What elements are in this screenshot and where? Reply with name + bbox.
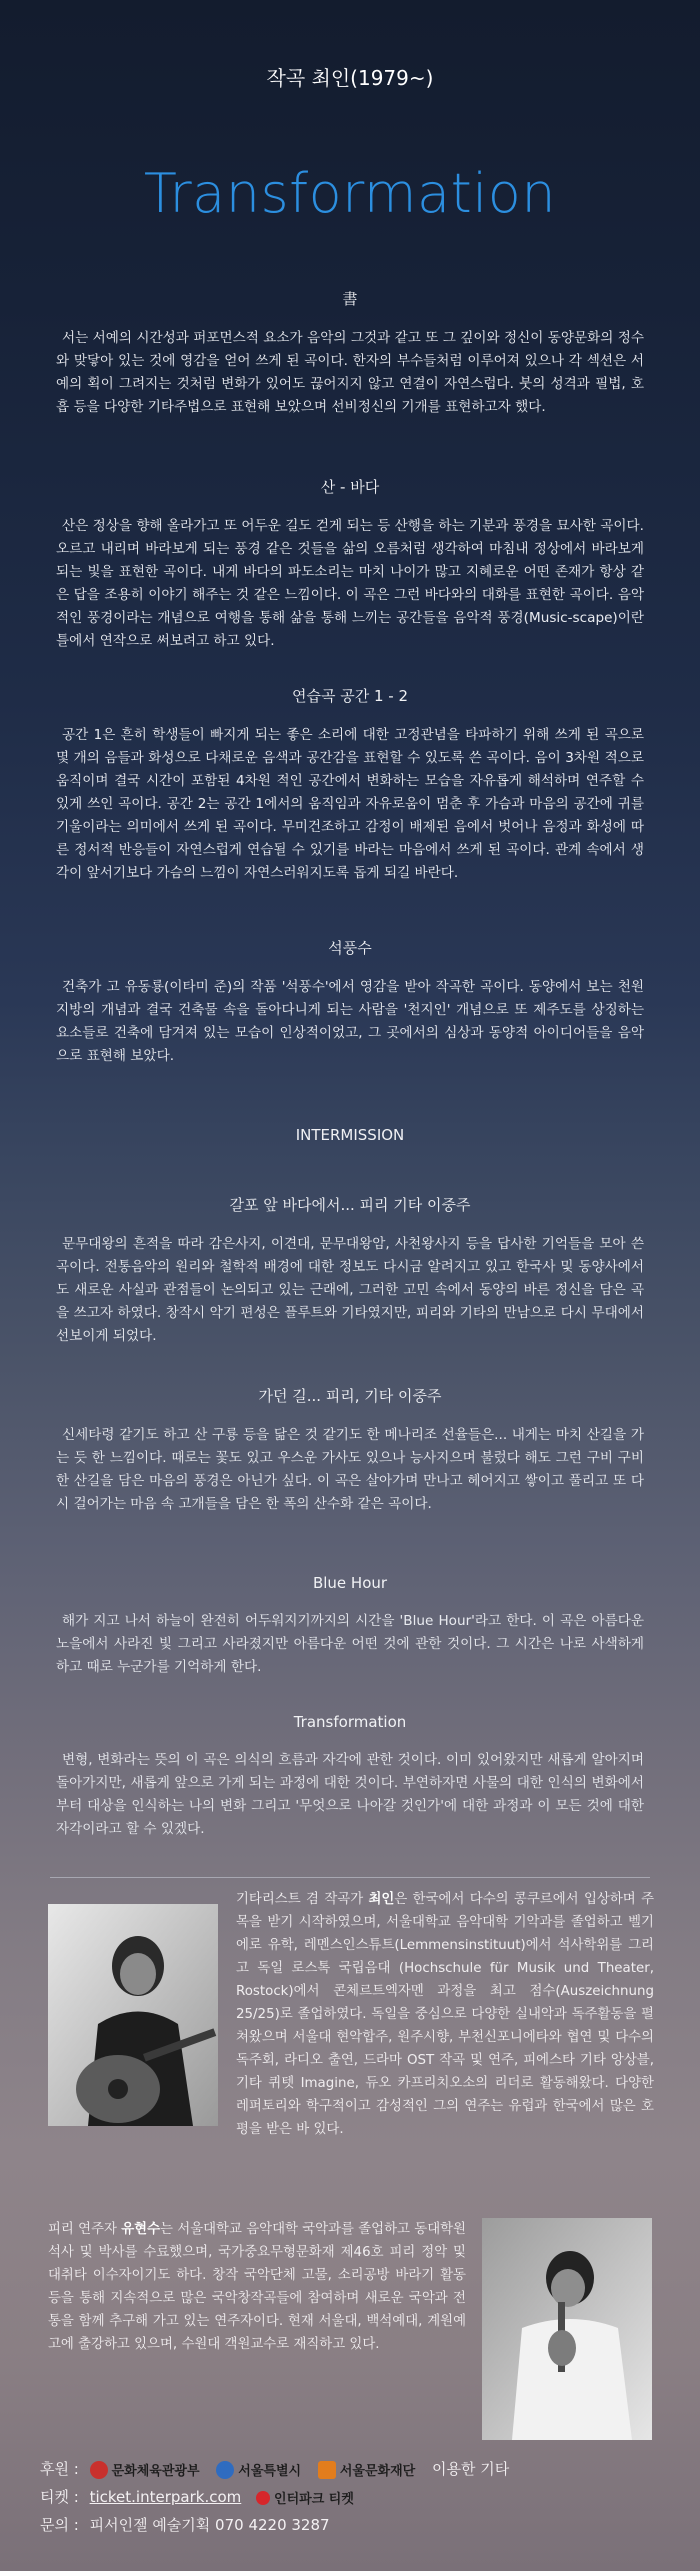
section-body: 해가 지고 나서 하늘이 완전히 어두워지기까지의 시간을 'Blue Hour'라고 한다. 이 곡은 아름다운 노을에서 사라진 빛 그리고 사라졌지만 아름다운 어떤 것에 관한 것이다. 그 시간은 나로 사색하게 하고 때로 누군가를 기억하게 한다.	[56, 1613, 644, 1675]
section-blue-hour	[56, 1574, 644, 1679]
inquiry-contact: 피서인젤 예술기획 070 4220 3287	[89, 2516, 330, 2534]
ticket-row	[40, 2486, 366, 2507]
section-heading: 연습곡 공간 1 - 2	[291, 687, 409, 705]
sponsor-suffix: 이용한 기타	[432, 2460, 510, 2478]
section-heading: 書	[342, 290, 358, 308]
guitarist-photo-icon	[48, 1904, 218, 2126]
section-sea-duo	[56, 1194, 644, 1348]
guitarist-name: 최인	[368, 1892, 395, 1907]
sponsor-label: 후원 :	[40, 2460, 79, 2478]
piri-player-photo-icon	[482, 2218, 652, 2440]
piri-player-photo	[482, 2218, 652, 2440]
ticket-label: 티켓 :	[40, 2488, 79, 2506]
section-heading: 석풍수	[328, 939, 372, 957]
section-path-duo	[56, 1385, 644, 1516]
ticket-link[interactable]: ticket.interpark.com	[89, 2488, 242, 2506]
bio-prefix: 피리 연주자	[48, 2222, 122, 2237]
bio-text: 은 한국에서 다수의 콩쿠르에서 입상하며 주목을 받기 시작하였으며, 서울대학교 음악대학 기악과를 졸업하고 벨기에로 유학, 레멘스인스튜트(Lemmensinstituut)에서 석사학위를 그리고 독일 로스톡 국립음대 (Hochschule für Musik und Theater, Rostock)에서 콘체르트엑자멘 과정을 최고 점수(Auszeichnung 25/25)로 졸업하였다. 독일을 중심으로 다양한 실내악과 독주활동을 펼쳐왔으며 서울대 현악합주, 원주시향, 부천신포니에타와 협연 및 다수의 독주회, 라디오 출연, 드라마 OST 작곡 및 연주, 피에스타 기타 앙상블, 기타 퀴텟 Imagine, 듀오 카프리치오소의 리더로 활동해왔다. 다양한 레퍼토리와 학구적이고 감성적인 그의 연주는 유럽과 한국에서 많은 호평을 받은 바 있다.	[236, 1892, 654, 2137]
section-etude-space	[56, 685, 644, 885]
inquiry-row	[40, 2514, 330, 2535]
section-body: 변형, 변화라는 뜻의 이 곡은 의식의 흐름과 자각에 관한 것이다. 이미 있어왔지만 새롭게 알아지며 돌아가지만, 새롭게 앞으로 가게 되는 과정에 대한 것이다. 부연하자면 사물의 대한 인식의 변화에서부터 대상을 인식하는 나의 변화 그리고 '무엇으로 나아갈 것인가'에 대한 과정과 이 모든 것에 대한 자각이라고 할 수 있겠다.	[56, 1752, 644, 1837]
bio-prefix: 기타리스트 겸 작곡가	[236, 1892, 369, 1907]
seoul-city-logo-icon: 서울특별시	[216, 2460, 301, 2479]
piri-player-name: 유현수	[121, 2222, 161, 2237]
sponsor-row	[40, 2458, 509, 2479]
section-heading: 산 - 바다	[320, 478, 380, 496]
composer-credit: 작곡 최인(1979~)	[266, 66, 434, 90]
guitarist-photo	[48, 1904, 218, 2126]
section-body: 건축가 고 유동룡(이타미 준)의 작품 '석풍수'에서 영감을 받아 작곡한 곡이다. 동양에서 보는 천원지방의 개념과 결국 건축물 속을 돌아다니게 되는 사람을 '천지인' 개념으로 또 제주도를 상징하는 요소들로 건축에 담겨져 있는 모습이 인상적이었고, 그 곳에서의 심상과 동양적 아이디어들을 음악으로 표현해 보았다.	[56, 979, 644, 1064]
program-title: Transformation	[143, 162, 557, 225]
section-body: 문무대왕의 흔적을 따라 감은사지, 이견대, 문무대왕암, 사천왕사지 등을 답사한 기억들을 모아 쓴 곡이다. 전통음악의 원리와 철학적 배경에 대한 정보도 다시금 알려지고 있고 한국사 및 동양사에서도 새로운 사실과 관점들이 논의되고 있는 근래에, 그러한 고민 속에서 동양의 바른 정신을 담은 곡을 쓰고자 하였다. 창작시 악기 편성은 플루트와 기타였지만, 피리와 기타의 만남으로 다시 무대에서 선보이게 되었다.	[56, 1236, 644, 1344]
section-body: 공간 1은 흔히 학생들이 빠지게 되는 좋은 소리에 대한 고정관념을 타파하기 위해 쓰게 된 곡으로 몇 개의 음들과 화성으로 다채로운 음색과 공간감을 표현할 수 있도록 쓴 곡이다. 음이 3차원 적으로 움직이며 결국 시간이 포함된 4차원 적인 공간에서 변화하는 모습을 자유롭게 해석하며 연주할 수 있게 쓰인 곡이다. 공간 2는 공간 1에서의 움직임과 자유로움이 멈춘 후 가슴과 마음의 공간에 귀를 기울이라는 의미에서 쓰게 된 곡이다. 무미건조하고 감정이 배제된 음에서 벗어나 음정과 화성에 따른 정서적 반응들이 자연스럽게 연습될 수 있기를 바라는 마음에서 쓰게 된 곡이다. 관계 속에서 생각이 앞서기보다 가슴의 느낌이 자연스러워지도록 돕게 되길 바란다.	[56, 727, 644, 881]
section-seo	[56, 288, 644, 419]
section-body: 신세타령 같기도 하고 산 구룡 등을 닮은 것 같기도 한 메나리조 선율들은... 내게는 마치 산길을 가는 듯 한 느낌이다. 때로는 꽃도 있고 우스운 가사도 있으나 능사지으며 불렀다 해도 그런 구비 구비한 산길을 담은 마음의 풍경은 아닌가 싶다. 이 곡은 살아가며 만나고 헤어지고 쌓이고 풀리고 또 다시 걸어가는 마음 속 고개들을 담은 한 폭의 산수화 같은 곡이다.	[56, 1427, 644, 1512]
bio-text: 는 서울대학교 음악대학 국악과를 졸업하고 동대학원 석사 및 박사를 수료했으며, 국가중요무형문화재 제46호 피리 정악 및 대취타 이수자이기도 하다. 창작 국악단체 고물, 소리공방 바라기 활동 등을 통해 지속적으로 많은 국악창작곡들에 참여하며 새로운 국악과 전통을 함께 추구해 가고 있는 연주자이다. 현재 서울대, 백석예대, 계원예고에 출강하고 있으며, 수원대 객원교수로 재직하고 있다.	[48, 2222, 466, 2352]
inquiry-label: 문의 :	[40, 2516, 79, 2534]
section-heading: Blue Hour	[312, 1574, 388, 1592]
section-heading: 갈포 앞 바다에서... 피리 기타 이중주	[229, 1196, 471, 1214]
guitarist-bio	[236, 1888, 654, 2141]
section-heading: Transformation	[293, 1713, 407, 1731]
section-body: 서는 서예의 시간성과 퍼포먼스적 요소가 음악의 그것과 같고 또 그 깊이와 정신이 동양문화의 정수와 맞닿아 있는 것에 영감을 얻어 쓰게 된 곡이다. 한자의 부수들처럼 이루어져 있으나 각 섹션은 서예의 획이 그려지는 것처럼 변화가 있어도 끊어지지 않고 연결이 자연스럽다. 붓의 성격과 필법, 호흡 등을 다양한 기타주법으로 표현해 보았으며 선비정신의 기개를 표현하고자 했다.	[56, 330, 644, 415]
section-transformation	[56, 1713, 644, 1841]
piri-bio	[48, 2218, 466, 2356]
section-heading: 가던 길... 피리, 기타 이중주	[258, 1387, 442, 1405]
section-seokpungsu	[56, 937, 644, 1068]
section-mountain-sea	[56, 476, 644, 653]
interpark-logo-icon: 인터파크 티켓	[256, 2488, 354, 2507]
seoul-foundation-logo-icon: 서울문화재단	[318, 2460, 415, 2479]
intermission-label: INTERMISSION	[295, 1126, 405, 1144]
section-body: 산은 정상을 향해 올라가고 또 어두운 길도 걷게 되는 등 산행을 하는 기분과 풍경을 묘사한 곡이다. 오르고 내리며 바라보게 되는 풍경 같은 것들을 삶의 오름처럼 생각하여 마침내 정상에서 바라보게 되는 빛을 표현한 곡이다. 내게 바다의 파도소리는 마치 나이가 많고 지혜로운 어떤 존재가 항상 같은 답을 조용히 이야기 해주는 것 같은 느낌이다. 이 곡은 그런 바다와의 대화를 표현한 곡이다. 음악적인 풍경이라는 개념으로 여행을 통해 삶을 통해 느끼는 공간들을 음악적 풍경(Music-scape)이란 틀에서 연작으로 써보려고 하고 있다.	[56, 518, 644, 649]
divider	[50, 1877, 650, 1878]
ministry-logo-icon: 문화체육관광부	[90, 2460, 200, 2479]
